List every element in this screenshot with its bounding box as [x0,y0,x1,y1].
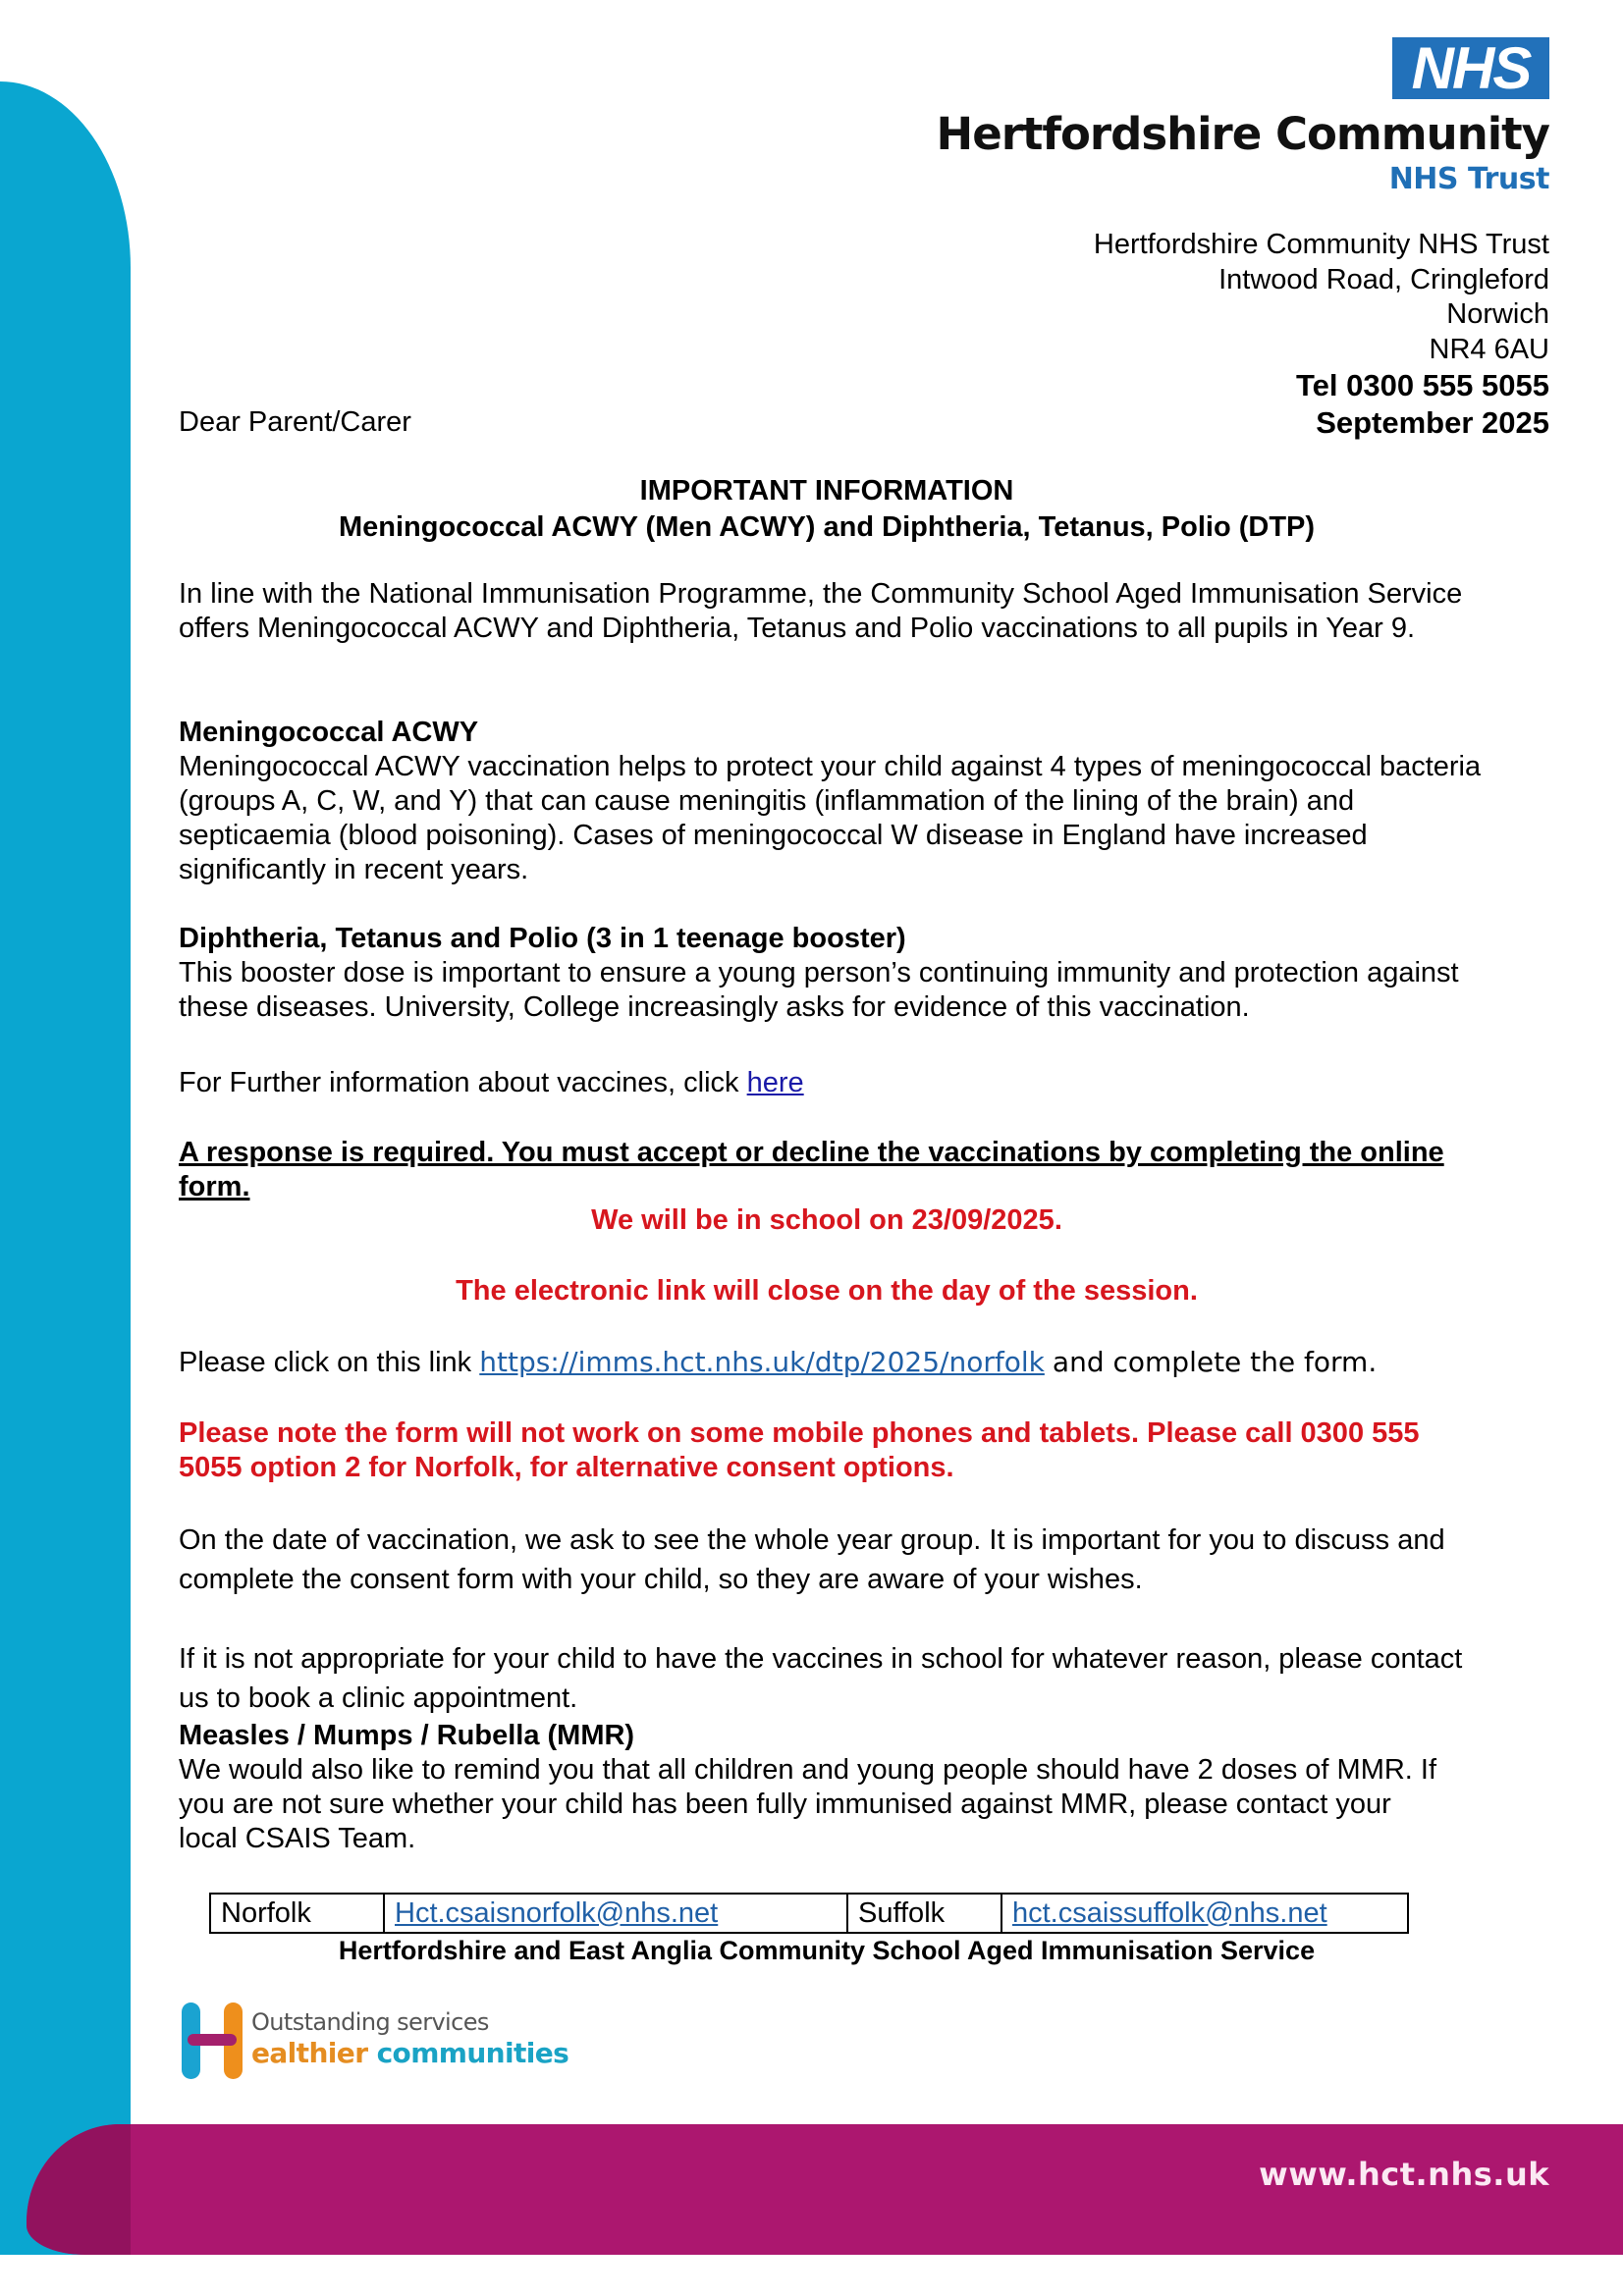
further-info-text: For Further information about vaccines, click [179,1067,739,1098]
school-date: We will be in school on 23/09/2025. [591,1204,1062,1236]
norfolk-email-link[interactable]: Hct.csaisnorfolk@nhs.net [395,1896,719,1929]
table-row [210,1894,1408,1933]
mmr-heading: Measles / Mumps / Rubella (MMR) [179,1720,635,1751]
section-body-dtp: This booster dose is important to ensure a young person’s continuing immunity and protection against these diseases. University, College increasingly asks for evidence of this vaccination. [179,957,1459,1023]
tagline-orange: ealthier [251,2037,368,2069]
letter-title: IMPORTANT INFORMATION [639,475,1014,507]
mobile-note: Please note the form will not work on some mobile phones and tablets. Please call 0300 555 5055 option 2 for Norfolk, for alternative consent options. [179,1417,1420,1483]
address-line: NR4 6AU [1429,333,1549,365]
form-link-suffix: and complete the form. [1052,1346,1378,1378]
tagline-top: Outstanding services [251,2008,489,2036]
org-subtitle: NHS Trust [1388,162,1549,196]
service-name: Hertfordshire and East Anglia Community School Aged Immunisation Service [338,1936,1316,1965]
further-info [179,1066,1494,1100]
salutation: Dear Parent/Carer [179,406,411,438]
mmr-body: We would also like to remind you that all children and young people should have 2 doses of MMR. If you are not sure whether your child has been fully immunised against MMR, please contact your local CSAIS Team. [179,1754,1437,1854]
suffolk-email-link[interactable]: hct.csaissuffolk@nhs.net [1012,1896,1327,1929]
website-url: www.hct.nhs.uk [1259,2156,1549,2193]
h-logo-crossbar [188,2034,237,2046]
letter-subtitle: Meningococcal ACWY (Men ACWY) and Diphtheria, Tetanus, Polio (DTP) [338,511,1316,543]
letter-date: September 2025 [1316,405,1549,440]
section-heading-men-acwy: Meningococcal ACWY [179,717,479,748]
nhs-logo: NHS [1392,37,1549,99]
contacts-table [209,1893,1409,1934]
org-name: Hertfordshire Community [936,108,1549,160]
response-required: A response is required. You must accept or decline the vaccinations by completing the online form. [179,1137,1444,1202]
telephone: Tel 0300 555 5055 [1296,368,1549,402]
form-link-prefix: Please click on this link [179,1347,472,1378]
address-line: Intwood Road, Cringleford [1218,263,1549,295]
contact-area: Norfolk [210,1894,384,1933]
tagline-teal: communities [376,2037,569,2069]
section-heading-dtp: Diphtheria, Tetanus and Polio (3 in 1 teenage booster) [179,923,906,954]
vaccination-day-paragraph: On the date of vaccination, we ask to see the whole year group. It is important for you to discuss and complete the consent form with your child, so they are aware of your wishes. [179,1524,1445,1595]
consent-form-link[interactable]: https://imms.hct.nhs.uk/dtp/2025/norfolk [479,1346,1045,1378]
section-body-men-acwy: Meningococcal ACWY vaccination helps to protect your child against 4 types of meningococcal bacteria (groups A, C, W, and Y) that can cause meningitis (inflammation of the lining of the brain) and septicaemia (blood poisoning). Cases of meningococcal W disease in England have increased significantly in recent years. [179,751,1482,885]
tagline-bottom [251,2037,568,2069]
form-link-line [179,1345,1494,1380]
side-band-decoration [0,81,131,2255]
further-info-link[interactable]: here [746,1067,804,1098]
contact-email-cell [1001,1894,1408,1933]
intro-paragraph: In line with the National Immunisation Programme, the Community School Aged Immunisation Service offers Meningococcal ACWY and Diphtheria, Tetanus and Polio vaccinations to all pupils in Year 9. [179,578,1463,644]
clinic-paragraph: If it is not appropriate for your child to have the vaccines in school for whatever reason, please contact us to book a clinic appointment. [179,1643,1463,1714]
address-line: Hertfordshire Community NHS Trust [1093,229,1549,260]
contact-area: Suffolk [847,1894,1001,1933]
link-close-notice: The electronic link will close on the day of the session. [456,1275,1198,1307]
contact-email-cell [384,1894,847,1933]
address-line: Norwich [1446,298,1549,330]
